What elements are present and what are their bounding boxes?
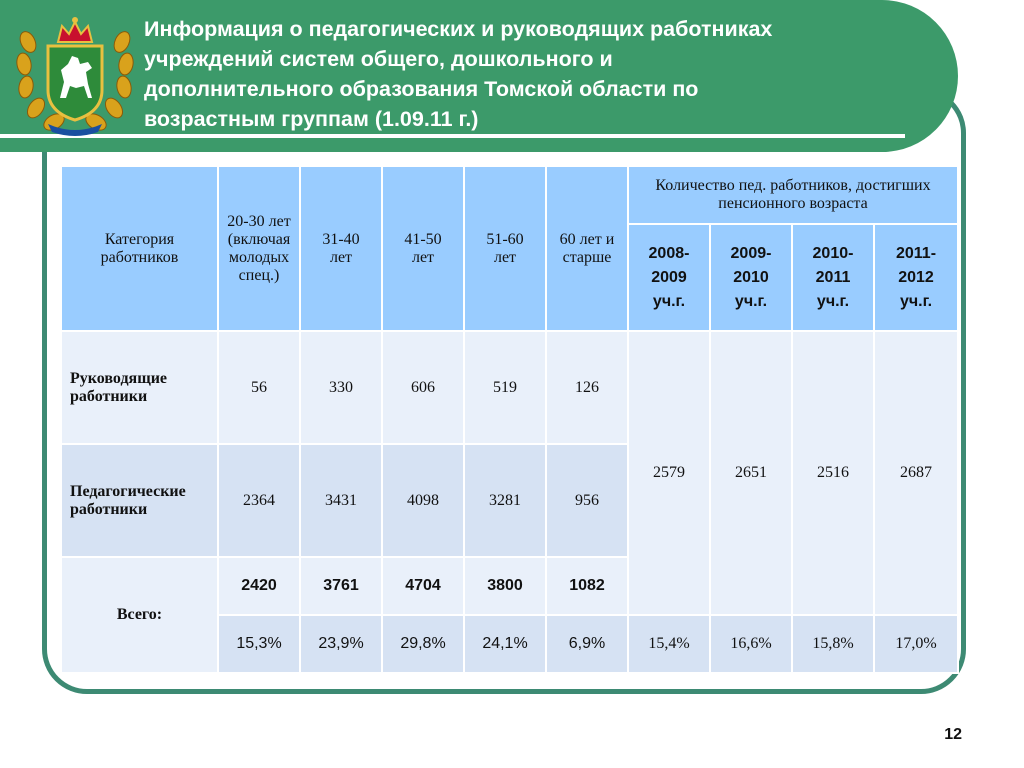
percent-cell: 23,9% (300, 615, 382, 673)
title-line: Информация о педагогических и руководящих работниках (144, 17, 773, 41)
row-label-teachers: Педагогические работники (61, 444, 218, 557)
header-year: 2011-2012 уч.г. (874, 224, 958, 331)
table-cell: 2364 (218, 444, 300, 557)
header-category: Категория работников (61, 166, 218, 331)
header-age-41-50: 41-50 лет (382, 166, 464, 331)
percent-cell: 24,1% (464, 615, 546, 673)
workers-table (60, 165, 959, 674)
table-cell: 3431 (300, 444, 382, 557)
total-cell: 2420 (218, 557, 300, 615)
pension-percent: 15,4% (628, 615, 710, 673)
header-age-60-plus: 60 лет и старше (546, 166, 628, 331)
total-cell: 4704 (382, 557, 464, 615)
percent-cell: 15,3% (218, 615, 300, 673)
pension-count: 2651 (710, 331, 792, 615)
title-line: учреждений систем общего, дошкольного и (144, 47, 613, 71)
total-cell: 1082 (546, 557, 628, 615)
row-label-total: Всего: (61, 557, 218, 673)
table-cell: 956 (546, 444, 628, 557)
page-number: 12 (944, 726, 962, 743)
table-cell: 606 (382, 331, 464, 444)
table-cell: 126 (546, 331, 628, 444)
title-line: возрастным группам (1.09.11 г.) (144, 107, 479, 131)
total-cell: 3800 (464, 557, 546, 615)
pension-count: 2579 (628, 331, 710, 615)
header-age-31-40: 31-40 лет (300, 166, 382, 331)
header-year: 2010-2011 уч.г. (792, 224, 874, 331)
table-cell: 3281 (464, 444, 546, 557)
total-cell: 3761 (300, 557, 382, 615)
percent-cell: 29,8% (382, 615, 464, 673)
table-cell: 519 (464, 331, 546, 444)
header-year: 2008-2009 уч.г. (628, 224, 710, 331)
header-age-51-60: 51-60 лет (464, 166, 546, 331)
pension-percent: 17,0% (874, 615, 958, 673)
percent-cell: 6,9% (546, 615, 628, 673)
table-cell: 330 (300, 331, 382, 444)
pension-count: 2516 (792, 331, 874, 615)
pension-percent: 15,8% (792, 615, 874, 673)
header-pension: Количество пед. работников, достигших пенсионного возраста (628, 166, 958, 224)
title-line: дополнительного образования Томской области по (144, 77, 699, 101)
coat-of-arms-icon (14, 12, 136, 136)
header-age-20-30: 20-30 лет (включая молодых спец.) (218, 166, 300, 331)
row-label-managers: Руководящие работники (61, 331, 218, 444)
header-year: 2009-2010 уч.г. (710, 224, 792, 331)
table-cell: 4098 (382, 444, 464, 557)
pension-count: 2687 (874, 331, 958, 615)
table-cell: 56 (218, 331, 300, 444)
pension-percent: 16,6% (710, 615, 792, 673)
slide-title (144, 14, 924, 134)
